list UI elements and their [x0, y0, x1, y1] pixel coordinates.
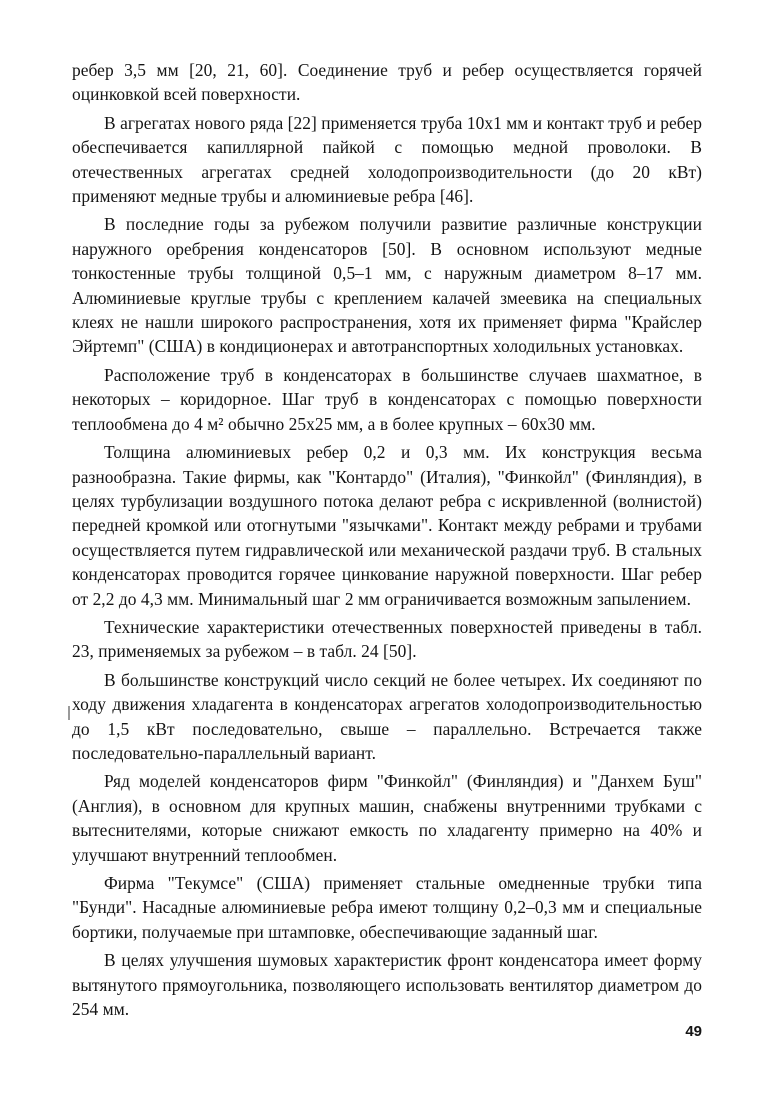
paragraph-fin-thickness: Толщина алюминиевых ребер 0,2 и 0,3 мм. Их конструкция весьма разнообразна. Такие фирмы, как "Контардо" (Италия), "Финкойл" (Финляндия), в целях турбулизации воздушного потока делают ребра с искривленной (волнистой) передней кромкой или отогнутыми "язычками". Контакт между ребрами и трубами осуществляется путем гидравлической или механической раздачи труб. В стальных конденсаторах проводится горячее цинкование наружной поверхности. Шаг ребер от 2,2 до 4,3 мм. Минимальный шаг 2 мм ограничивается возможным запылением. — [72, 442, 702, 609]
paragraph-tech-characteristics: Технические характеристики отечественных поверхностей приведены в табл. 23, применяемых за рубежом – в табл. 24 [50]. — [72, 616, 702, 662]
paragraph-sections: В большинстве конструкций число секций не более четырех. Их соединяют по ходу движения хладагента в конденсаторах агрегатов холодопроизводительностью до 1,5 кВт последовательно, свыше – параллельно. Встречается также последовательно-параллельный вариант. — [72, 669, 702, 763]
paragraph-tube-arrangement: Расположение труб в конденсаторах в большинстве случаев шахматное, в некоторых – коридорное. Шаг труб в конденсаторах с помощью поверхности теплообмена до 4 м² обычно 25x25 мм, а в более крупных – 60x30 мм. — [72, 364, 702, 434]
paragraph-tecumseh: Фирма "Текумсе" (США) применяет стальные омедненные трубки типа "Бунди". Насадные алюминиевые ребра имеют толщину 0,2–0,3 мм и специальные бортики, получаемые при штамповке, обеспечивающие заданный шаг. — [72, 873, 702, 942]
paragraph-continuation: ребер 3,5 мм [20, 21, 60]. Соединение труб и ребер осуществляется горячей оцинковкой всей поверхности. — [72, 60, 702, 105]
paragraph-models: Ряд моделей конденсаторов фирм "Финкойл" (Финляндия) и "Данхем Буш" (Англия), в основном для крупных машин, снабжены внутренними трубками с вытеснителями, которые снижают емкость по хладагенту примерно на 40% и улучшают внутренний теплообмен. — [72, 771, 702, 865]
paragraph-foreign-designs: В последние годы за рубежом получили развитие различные конструкции наружного оребрения конденсаторов [50]. В основном используют медные тонкостенные трубы толщиной 0,5–1 мм, с наружным диаметром 8–17 мм. Алюминиевые круглые трубы с креплением калачей змеевика на специальных клеях не нашли широкого распространения, хотя их применяет фирма "Крайслер Эйртемп" (США) в кондиционерах и автотранспортных холодильных установках. — [72, 214, 702, 357]
paragraph-noise: В целях улучшения шумовых характеристик фронт конденсатора имеет форму вытянутого прямоугольника, позволяющего использовать вентилятор диаметром до 254 мм. — [72, 950, 702, 1020]
paragraph-new-series-units: В агрегатах нового ряда [22] применяется труба 10x1 мм и контакт труб и ребер обеспечивается капиллярной пайкой с помощью медной проволоки. В отечественных агрегатах средней холодопроизводительности (до 20 кВт) применяют медные трубы и алюминиевые ребра [46]. — [72, 112, 702, 207]
page-number: 49 — [685, 1023, 702, 1040]
page-body — [72, 58, 702, 1025]
scan-mark — [68, 706, 70, 720]
